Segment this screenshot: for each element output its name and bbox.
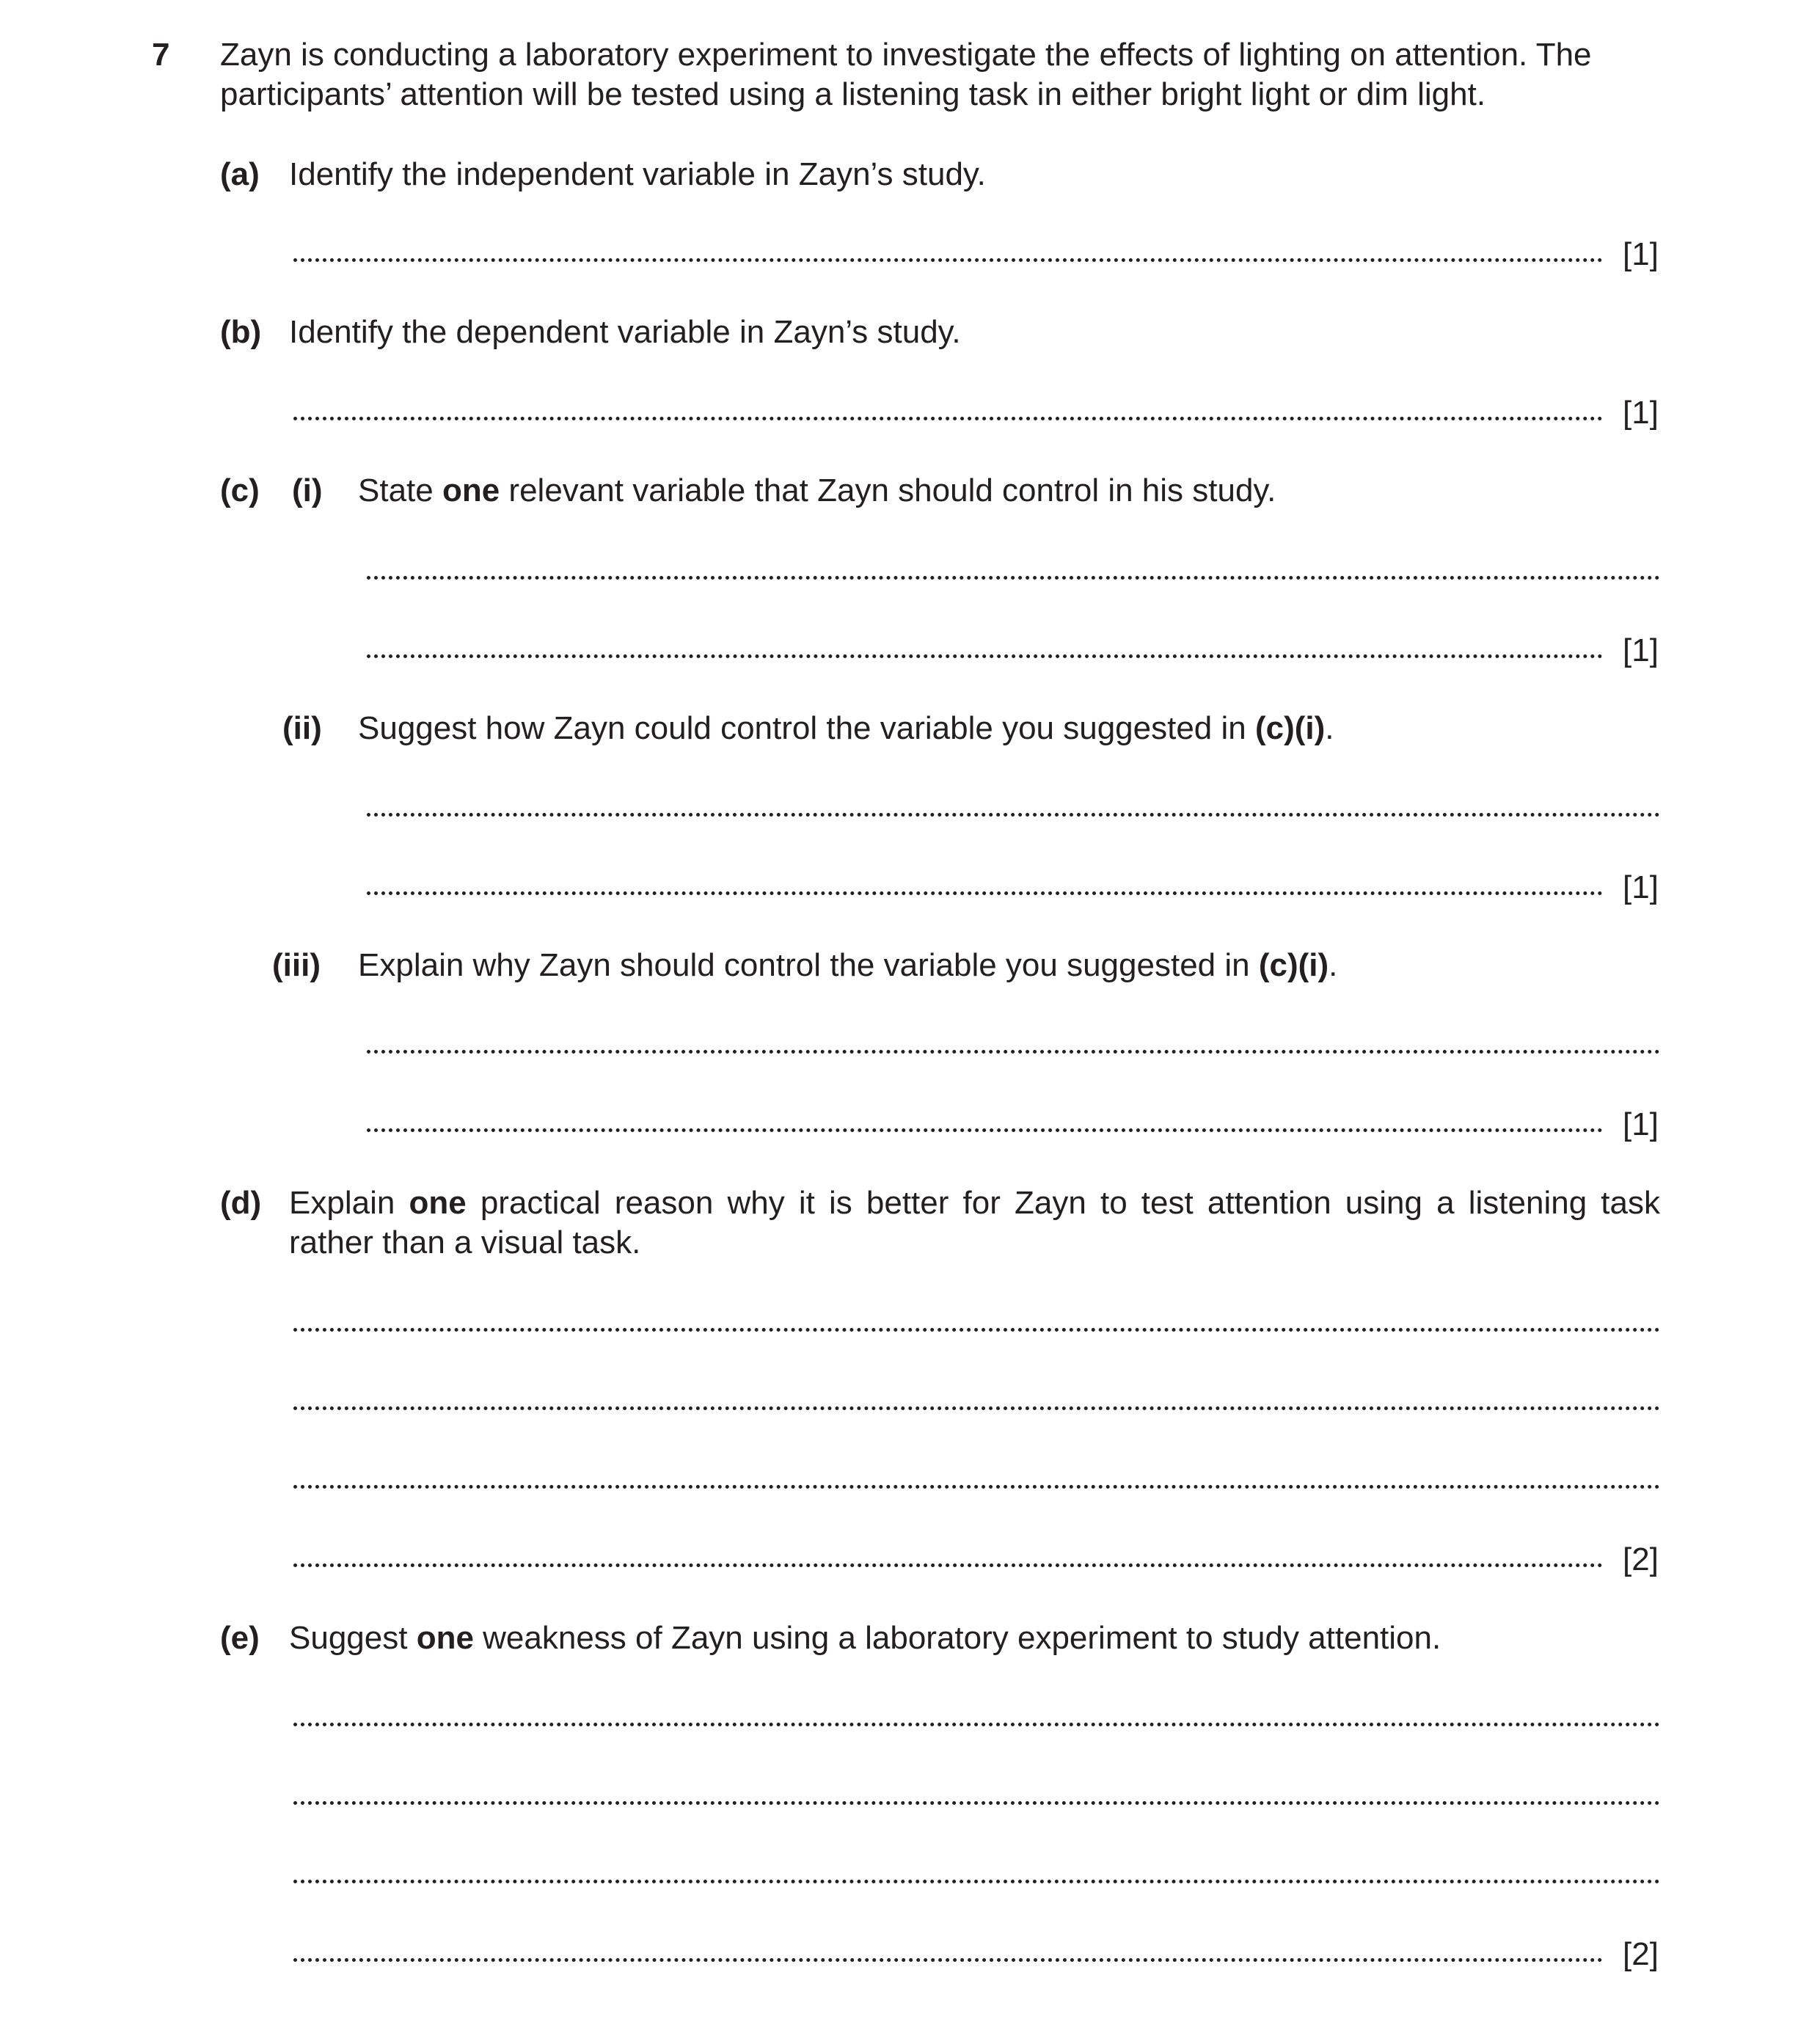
part-c-iii-mark: [1] bbox=[1623, 1106, 1659, 1142]
question-number: 7 bbox=[152, 37, 170, 73]
answer-line-c-ii-2[interactable] bbox=[367, 891, 1603, 895]
answer-line-e-2[interactable] bbox=[293, 1801, 1660, 1805]
question-stem-line-2: participants’ attention will be tested using a listening task in either bright light or dim light. bbox=[220, 76, 1486, 112]
answer-line-e-1[interactable] bbox=[293, 1723, 1660, 1726]
part-c-iii-label: (iii) bbox=[272, 947, 321, 983]
part-c-label: (c) bbox=[220, 472, 260, 508]
answer-line-e-3[interactable] bbox=[293, 1880, 1660, 1883]
part-c-i-text: State one relevant variable that Zayn should control in his study. bbox=[358, 472, 1276, 508]
part-c-i-mark: [1] bbox=[1623, 632, 1659, 668]
part-a-mark: [1] bbox=[1623, 236, 1659, 272]
part-b-label: (b) bbox=[220, 314, 262, 350]
answer-line-d-2[interactable] bbox=[293, 1406, 1660, 1410]
part-d-text-line-2: rather than a visual task. bbox=[289, 1224, 641, 1260]
part-e-text: Suggest one weakness of Zayn using a laboratory experiment to study attention. bbox=[289, 1620, 1441, 1656]
part-d-label: (d) bbox=[220, 1185, 262, 1221]
part-c-iii-text: Explain why Zayn should control the variable you suggested in (c)(i). bbox=[358, 947, 1338, 983]
answer-line-a-1[interactable] bbox=[293, 258, 1603, 262]
part-d-text-line-1: Explain one practical reason why it is better for Zayn to test attention using a listening task bbox=[289, 1185, 1660, 1221]
answer-line-d-1[interactable] bbox=[293, 1328, 1660, 1332]
answer-line-b-1[interactable] bbox=[293, 417, 1603, 420]
answer-line-d-3[interactable] bbox=[293, 1485, 1660, 1489]
part-e-label: (e) bbox=[220, 1620, 260, 1656]
answer-line-e-4[interactable] bbox=[293, 1958, 1603, 1962]
part-b-text: Identify the dependent variable in Zayn’s study. bbox=[289, 314, 961, 350]
answer-line-c-iii-1[interactable] bbox=[367, 1050, 1660, 1054]
answer-line-c-i-2[interactable] bbox=[367, 654, 1603, 658]
part-b-mark: [1] bbox=[1623, 395, 1659, 431]
answer-line-c-i-1[interactable] bbox=[367, 576, 1660, 580]
part-c-ii-mark: [1] bbox=[1623, 869, 1659, 905]
part-c-ii-text: Suggest how Zayn could control the variable you suggested in (c)(i). bbox=[358, 710, 1334, 746]
part-e-mark: [2] bbox=[1623, 1936, 1659, 1972]
part-c-ii-label: (ii) bbox=[282, 710, 322, 746]
question-stem-line-1: Zayn is conducting a laboratory experiment to investigate the effects of lighting on attention. The bbox=[220, 37, 1592, 73]
part-a-label: (a) bbox=[220, 156, 260, 192]
part-c-i-label: (i) bbox=[292, 472, 323, 508]
answer-line-c-iii-2[interactable] bbox=[367, 1128, 1603, 1132]
answer-line-d-4[interactable] bbox=[293, 1563, 1603, 1567]
part-d-mark: [2] bbox=[1623, 1541, 1659, 1577]
answer-line-c-ii-1[interactable] bbox=[367, 813, 1660, 817]
part-a-text: Identify the independent variable in Zayn’s study. bbox=[289, 156, 986, 192]
